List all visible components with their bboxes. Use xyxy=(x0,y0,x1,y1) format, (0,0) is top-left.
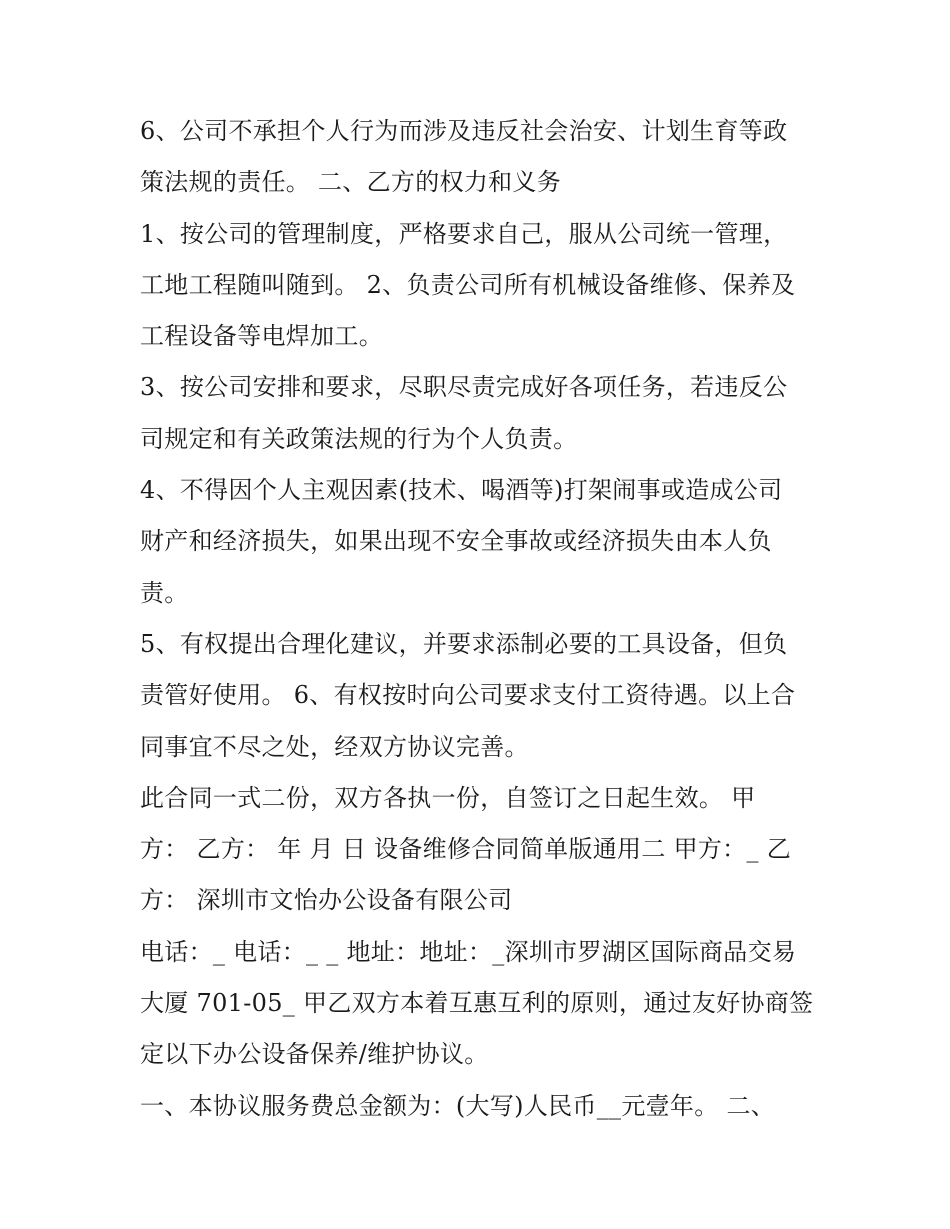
text-line: 定以下办公设备保养/维护协议。 xyxy=(140,1040,489,1069)
text-line: 3、按公司安排和要求，尽职尽责完成好各项任务，若违反公 xyxy=(140,373,788,402)
text-line: 同事宜不尽之处，经双方协议完善。 xyxy=(140,732,529,761)
text-line: 6、公司不承担个人行为而涉及违反社会治安、计划生育等政 xyxy=(140,117,788,145)
text-line: 方： 深圳市文怡办公设备有限公司 xyxy=(140,886,513,915)
text-line: 电话：_ 电话：_ _ 地址：地址：_深圳市罗湖区国际商品交易 xyxy=(140,937,797,966)
text-line: 1、按公司的管理制度，严格要求自己，服从公司统一管理， xyxy=(140,219,788,248)
text-line: 大厦 701-05_ 甲乙双方本着互惠互利的原则，通过友好协商签 xyxy=(140,989,814,1018)
text-line: 5、有权提出合理化建议，并要求添制必要的工具设备，但负 xyxy=(140,629,788,658)
document-body xyxy=(140,106,814,1132)
text-line: 此合同一式二份，双方各执一份，自签订之日起生效。 甲 xyxy=(140,783,756,812)
text-line: 司规定和有关政策法规的行为个人负责。 xyxy=(140,424,578,453)
text-line: 策法规的责任。 二、乙方的权力和义务 xyxy=(140,168,562,197)
text-line: 4、不得因个人主观因素(技术、喝酒等)打架闹事或造成公司 xyxy=(140,476,783,505)
text-line: 财产和经济损失，如果出现不安全事故或经济损失由本人负 xyxy=(140,527,772,556)
text-line: 责管好使用。 6、有权按时向公司要求支付工资待遇。以上合 xyxy=(140,681,796,710)
text-line: 方： 乙方： 年 月 日 设备维修合同简单版通用二 甲方：_ 乙 xyxy=(140,835,792,864)
text-line: 一、本协议服务费总金额为：(大写)人民币__元壹年。 二、 xyxy=(140,1091,776,1120)
text-line: 工程设备等电焊加工。 xyxy=(140,322,383,351)
text-line: 工地工程随叫随到。 2、负责公司所有机械设备维修、保养及 xyxy=(140,270,796,299)
text-line: 责。 xyxy=(140,578,189,607)
